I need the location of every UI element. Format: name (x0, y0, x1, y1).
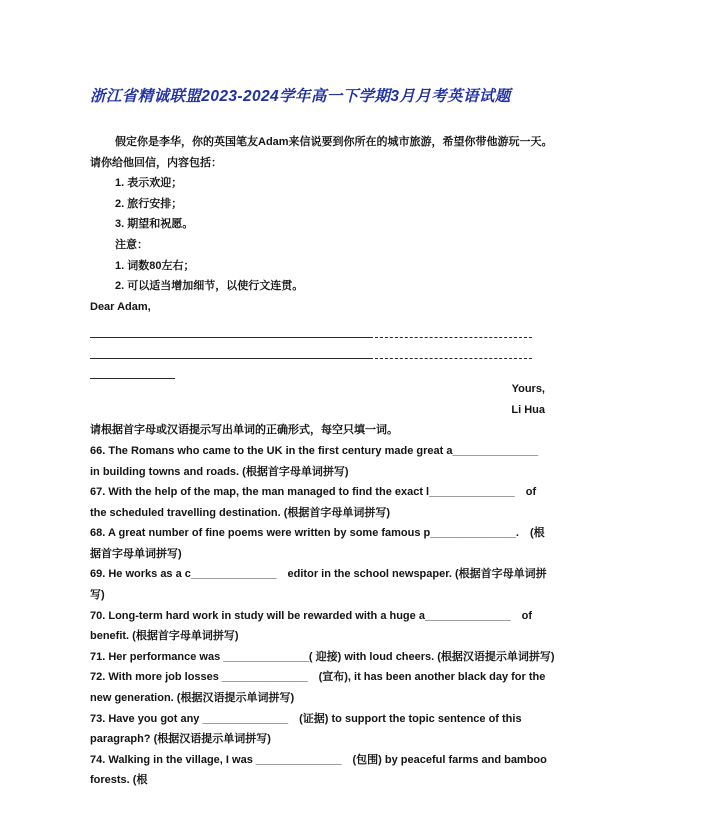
writing-point-3: 3. 期望和祝愿。 (115, 218, 194, 231)
answer-line-dashed-segment (370, 317, 532, 338)
question-74: 74. Walking in the village, I was ______________ (包围) by peaceful farms and bamboo forests. (根 (90, 753, 547, 787)
notice-label: 注意： (115, 238, 148, 251)
answer-line-dashed-segment (370, 338, 532, 359)
answer-line-3 (90, 359, 555, 380)
answer-line-1 (90, 317, 555, 338)
answer-line-solid-segment (90, 338, 370, 359)
question-69: 69. He works as a c______________ editor in the school newspaper. (根据首字母单词拼写) (90, 568, 547, 602)
word-section-instruction: 请根据首字母或汉语提示写出单词的正确形式，每空只填一词。 (90, 424, 398, 437)
page-title: 浙江省精诚联盟2023-2024学年高一下学期3月月考英语试题 (90, 88, 511, 105)
letter-salutation: Dear Adam, (90, 300, 151, 313)
notice-item-1: 1. 词数80左右； (115, 259, 195, 272)
answer-line-solid-segment (90, 359, 175, 380)
writing-task-prompt: 假定你是李华，你的英国笔友Adam来信说要到你所在的城市旅游，希望你带他游玩一天。请你给他回信，内容包括： (90, 136, 553, 169)
letter-closing: Yours, (511, 383, 545, 396)
answer-line-solid-segment (90, 317, 370, 338)
question-72: 72. With more job losses ______________ (宣布), it has been another black day for the new generation. (根据汉语提示单词拼写) (90, 671, 546, 705)
writing-point-2: 2. 旅行安排； (115, 197, 183, 210)
question-71: 71. Her performance was ______________( 迎接) with loud cheers. (根据汉语提示单词拼写) (90, 650, 555, 663)
question-70: 70. Long-term hard work in study will be rewarded with a huge a______________ of benefit. (根据首字母单词拼写) (90, 609, 532, 643)
question-68: 68. A great number of fine poems were written by some famous p______________. (根据首字母单词拼写) (90, 527, 545, 560)
letter-signature: Li Hua (511, 403, 545, 416)
notice-item-2: 2. 可以适当增加细节，以使行文连贯。 (115, 280, 304, 293)
answer-line-2 (90, 338, 555, 359)
writing-point-1: 1. 表示欢迎； (115, 177, 183, 190)
question-73: 73. Have you got any ______________ (证据) to support the topic sentence of this paragraph? (根据汉语提示单词拼写) (90, 712, 522, 746)
question-67: 67. With the help of the map, the man managed to find the exact l______________ of the scheduled travelling destination. (根据首字母单词拼写) (90, 486, 537, 519)
question-66: 66. The Romans who came to the UK in the first century made great a______________ in building towns and roads. (根据首字母单词拼写) (90, 444, 550, 478)
